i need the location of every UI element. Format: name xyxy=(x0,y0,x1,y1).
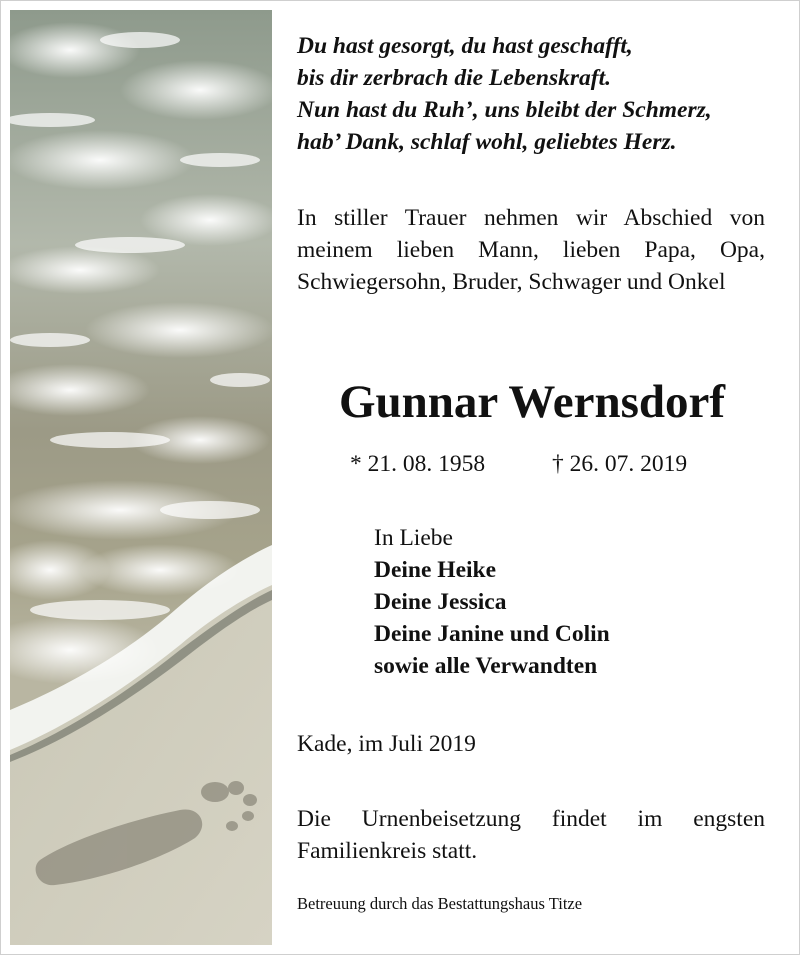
poem-line: Nun hast du Ruh’, uns bleibt der Schmerz, xyxy=(297,97,712,123)
deceased-name: Gunnar Wernsdorf xyxy=(338,376,726,428)
signer-name: sowie alle Verwandten xyxy=(374,653,598,679)
signer-name: Deine Jessica xyxy=(374,589,507,615)
poem-line: hab’ Dank, schlaf wohl, geliebtes Herz. xyxy=(297,129,677,155)
farewell-intro: In stiller Trauer nehmen wir Abschied von meinem lieben Mann, lieben Papa, Opa, Schwiegersohn, Bruder, Schwager und Onkel xyxy=(297,205,765,295)
birth-date: * 21. 08. 1958 xyxy=(350,451,486,477)
signer-name: Deine Heike xyxy=(374,557,497,583)
beach-wave-footprint-image xyxy=(10,10,272,945)
poem-line: bis dir zerbrach die Lebenskraft. xyxy=(297,65,611,91)
death-date: † 26. 07. 2019 xyxy=(552,451,688,477)
signer-name: Deine Janine und Colin xyxy=(374,621,610,647)
poem-line: Du hast gesorgt, du hast geschafft, xyxy=(297,33,633,59)
funeral-home-note: Betreuung durch das Bestattungshaus Titze xyxy=(297,894,583,913)
place-date: Kade, im Juli 2019 xyxy=(297,731,476,757)
signers-block xyxy=(374,522,610,682)
memorial-poem xyxy=(297,30,767,158)
burial-note: Die Urnenbeisetzung findet im engsten Familienkreis statt. xyxy=(297,806,765,864)
signers-lead: In Liebe xyxy=(374,525,453,551)
